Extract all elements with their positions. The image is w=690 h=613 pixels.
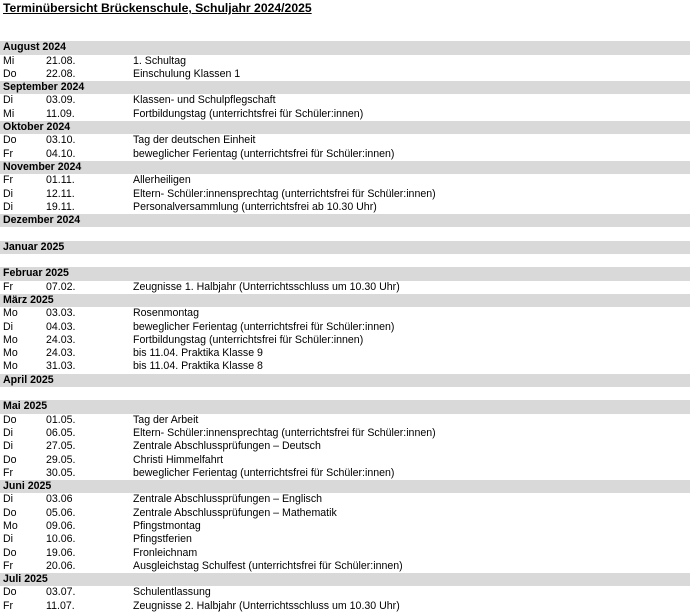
date-cell: 03.07. — [46, 586, 76, 599]
date-cell: 06.05. — [46, 426, 76, 439]
date-cell: 19.11. — [46, 200, 75, 213]
month-label: Dezember 2024 — [3, 214, 81, 227]
empty-row — [0, 227, 690, 240]
weekday-cell: Fr — [3, 559, 13, 572]
date-cell: 11.07. — [46, 599, 75, 612]
weekday-cell: Fr — [3, 599, 13, 612]
month-label: Juni 2025 — [3, 480, 52, 493]
month-header-row — [0, 480, 690, 493]
month-label: März 2025 — [3, 293, 54, 306]
weekday-cell: Di — [3, 94, 14, 107]
event-row — [0, 281, 690, 294]
event-description-cell: Personalversammlung (unterrichtsfrei ab 10.30 Uhr) — [133, 200, 377, 213]
date-cell: 24.03. — [46, 333, 76, 346]
month-header-row — [0, 214, 690, 227]
event-description-cell: Tag der Arbeit — [133, 413, 199, 426]
weekday-cell: Do — [3, 546, 17, 559]
weekday-cell: Do — [3, 413, 17, 426]
event-description-cell: 1. Schultag — [133, 54, 187, 67]
event-description-cell: Eltern- Schüler:innensprechtag (unterrichtsfrei für Schüler:innen) — [133, 187, 436, 200]
event-description-cell: Zentrale Abschlussprüfungen – Mathematik — [133, 506, 337, 519]
date-cell: 03.09. — [46, 94, 76, 107]
date-cell: 19.06. — [46, 546, 76, 559]
event-row — [0, 467, 690, 480]
date-cell: 01.11. — [46, 174, 75, 187]
date-cell: 22.08. — [46, 67, 76, 80]
date-cell: 31.03. — [46, 360, 76, 373]
event-description-cell: Pfingstmontag — [133, 519, 201, 532]
weekday-cell: Di — [3, 200, 14, 213]
empty-row — [0, 254, 690, 267]
weekday-cell: Mo — [3, 333, 18, 346]
event-row — [0, 347, 690, 360]
event-row — [0, 188, 690, 201]
event-row — [0, 148, 690, 161]
weekday-cell: Fr — [3, 174, 13, 187]
month-header-row — [0, 81, 690, 94]
event-description-cell: Einschulung Klassen 1 — [133, 67, 241, 80]
date-cell: 05.06. — [46, 506, 76, 519]
weekday-cell: Di — [3, 440, 14, 453]
empty-row — [0, 387, 690, 400]
month-label: Februar 2025 — [3, 267, 69, 280]
month-label: Juli 2025 — [3, 573, 48, 586]
event-row — [0, 414, 690, 427]
date-cell: 29.05. — [46, 453, 76, 466]
event-row — [0, 360, 690, 373]
event-description-cell: Zentrale Abschlussprüfungen – Deutsch — [133, 440, 321, 453]
event-description-cell: Fronleichnam — [133, 546, 198, 559]
event-description-cell: beweglicher Ferientag (unterrichtsfrei für Schüler:innen) — [133, 147, 395, 160]
month-label: November 2024 — [3, 160, 82, 173]
document-title: Terminübersicht Brückenschule, Schuljahr 2024/2025 — [3, 1, 312, 15]
date-cell: 11.09. — [46, 107, 75, 120]
event-row — [0, 547, 690, 560]
event-description-cell: beweglicher Ferientag (unterrichtsfrei für Schüler:innen) — [133, 320, 395, 333]
event-row — [0, 68, 690, 81]
weekday-cell: Mo — [3, 519, 18, 532]
event-description-cell: Pfingstferien — [133, 533, 192, 546]
month-header-row — [0, 241, 690, 254]
weekday-cell: Do — [3, 506, 17, 519]
month-header-row — [0, 374, 690, 387]
event-description-cell: Zentrale Abschlussprüfungen – Englisch — [133, 493, 323, 506]
event-row — [0, 520, 690, 533]
month-label: September 2024 — [3, 81, 85, 94]
event-row — [0, 533, 690, 546]
event-description-cell: Tag der deutschen Einheit — [133, 134, 256, 147]
month-header-row — [0, 400, 690, 413]
weekday-cell: Di — [3, 320, 14, 333]
date-cell: 27.05. — [46, 440, 76, 453]
month-header-row — [0, 267, 690, 280]
event-description-cell: Zeugnisse 2. Halbjahr (Unterrichtsschluss um 10.30 Uhr) — [133, 599, 400, 612]
month-label: Januar 2025 — [3, 240, 65, 253]
weekday-cell: Fr — [3, 147, 13, 160]
event-description-cell: Klassen- und Schulpflegschaft — [133, 94, 276, 107]
empty-row — [0, 28, 690, 41]
event-row — [0, 600, 690, 613]
date-cell: 30.05. — [46, 466, 76, 479]
event-row — [0, 493, 690, 506]
event-row — [0, 307, 690, 320]
weekday-cell: Fr — [3, 280, 13, 293]
date-cell: 03.03. — [46, 307, 76, 320]
month-label: Oktober 2024 — [3, 121, 71, 134]
event-description-cell: bis 11.04. Praktika Klasse 8 — [133, 360, 263, 373]
date-cell: 12.11. — [46, 187, 75, 200]
event-row — [0, 174, 690, 187]
weekday-cell: Mo — [3, 307, 18, 320]
weekday-cell: Do — [3, 586, 17, 599]
month-header-row — [0, 161, 690, 174]
date-cell: 01.05. — [46, 413, 76, 426]
weekday-cell: Mi — [3, 54, 15, 67]
event-description-cell: Ausgleichstag Schulfest (unterrichtsfrei für Schüler:innen) — [133, 559, 403, 572]
weekday-cell: Di — [3, 187, 14, 200]
event-row — [0, 440, 690, 453]
event-row — [0, 334, 690, 347]
event-description-cell: beweglicher Ferientag (unterrichtsfrei für Schüler:innen) — [133, 466, 395, 479]
event-row — [0, 427, 690, 440]
schedule-table — [0, 28, 690, 613]
month-header-row — [0, 41, 690, 54]
date-cell: 10.06. — [46, 533, 76, 546]
event-row — [0, 201, 690, 214]
event-row — [0, 507, 690, 520]
event-description-cell: Zeugnisse 1. Halbjahr (Unterrichtsschluss um 10.30 Uhr) — [133, 280, 400, 293]
weekday-cell: Mi — [3, 107, 15, 120]
month-header-row — [0, 573, 690, 586]
weekday-cell: Do — [3, 134, 17, 147]
event-row — [0, 94, 690, 107]
weekday-cell: Do — [3, 67, 17, 80]
date-cell: 07.02. — [46, 280, 76, 293]
date-cell: 24.03. — [46, 347, 76, 360]
date-cell: 04.10. — [46, 147, 76, 160]
event-description-cell: Fortbildungstag (unterrichtsfrei für Schüler:innen) — [133, 333, 364, 346]
event-row — [0, 321, 690, 334]
weekday-cell: Do — [3, 453, 17, 466]
event-row — [0, 560, 690, 573]
weekday-cell: Mo — [3, 360, 18, 373]
weekday-cell: Fr — [3, 466, 13, 479]
date-cell: 03.06 — [46, 493, 73, 506]
weekday-cell: Di — [3, 426, 14, 439]
month-header-row — [0, 121, 690, 134]
month-label: April 2025 — [3, 373, 54, 386]
date-cell: 03.10. — [46, 134, 76, 147]
month-label: August 2024 — [3, 41, 66, 54]
month-header-row — [0, 294, 690, 307]
event-row — [0, 55, 690, 68]
date-cell: 09.06. — [46, 519, 76, 532]
event-row — [0, 454, 690, 467]
event-description-cell: Christi Himmelfahrt — [133, 453, 224, 466]
event-description-cell: Rosenmontag — [133, 307, 199, 320]
event-row — [0, 134, 690, 147]
date-cell: 20.06. — [46, 559, 76, 572]
weekday-cell: Di — [3, 533, 14, 546]
event-row — [0, 108, 690, 121]
event-description-cell: Allerheiligen — [133, 174, 191, 187]
event-description-cell: Eltern- Schüler:innensprechtag (unterrichtsfrei für Schüler:innen) — [133, 426, 436, 439]
weekday-cell: Mo — [3, 347, 18, 360]
month-label: Mai 2025 — [3, 400, 48, 413]
date-cell: 21.08. — [46, 54, 76, 67]
date-cell: 04.03. — [46, 320, 76, 333]
event-description-cell: bis 11.04. Praktika Klasse 9 — [133, 347, 263, 360]
event-description-cell: Schulentlassung — [133, 586, 211, 599]
event-description-cell: Fortbildungstag (unterrichtsfrei für Schüler:innen) — [133, 107, 364, 120]
weekday-cell: Di — [3, 493, 14, 506]
